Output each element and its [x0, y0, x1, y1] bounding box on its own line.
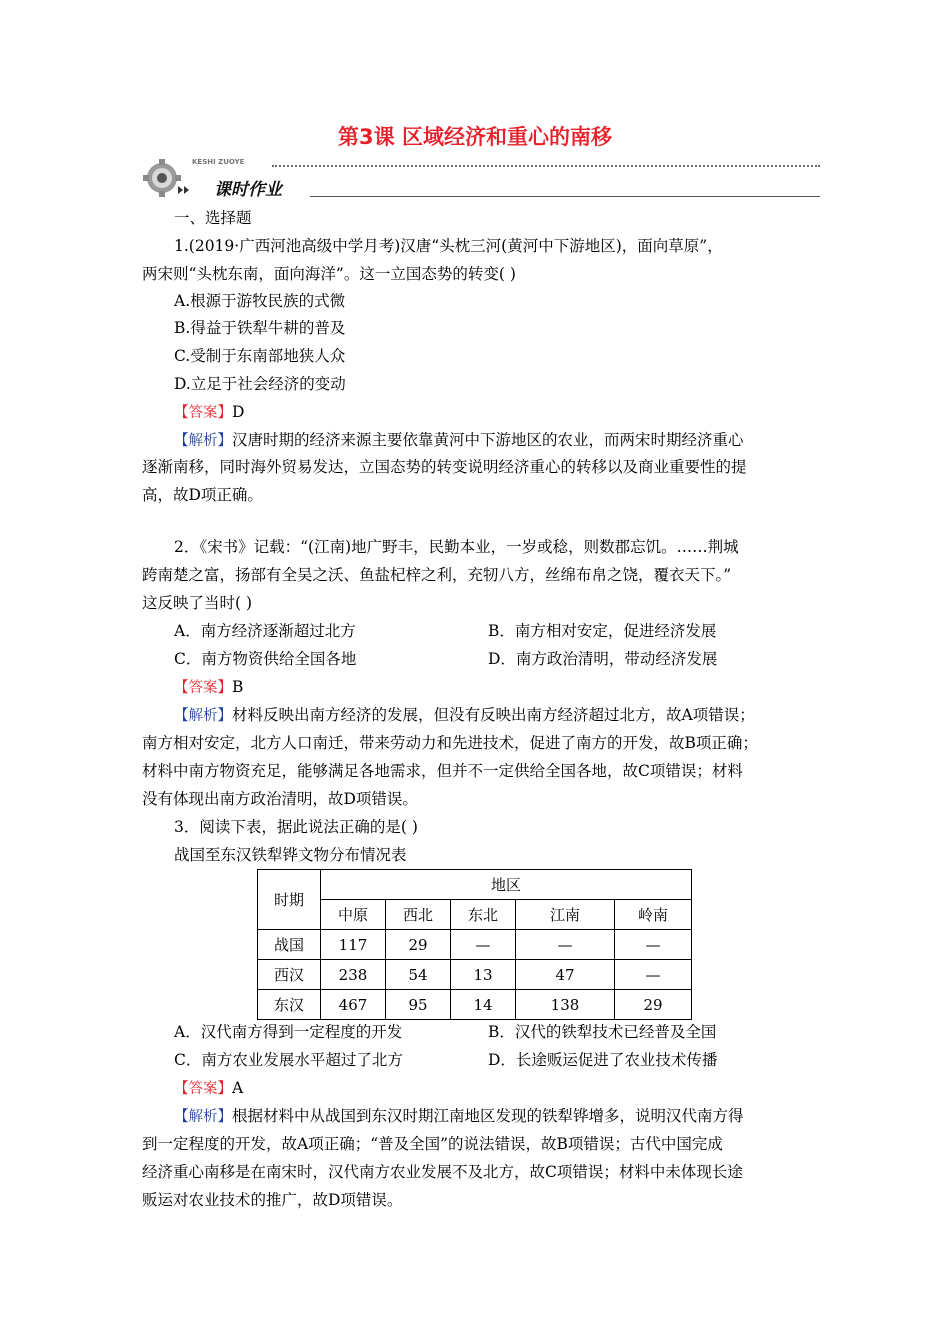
value-cell: 467	[321, 990, 386, 1020]
value-cell: 117	[321, 930, 386, 960]
q2-stem-line-2: 跨南楚之富，扬部有全吴之沃、鱼盐杞梓之利，充牣八方，丝绵布帛之饶，覆衣天下。”	[142, 566, 732, 584]
q2-analysis-line-3: 材料中南方物资充足，能够满足各地需求，但并不一定供给全国各地，故C项错误；材料	[142, 762, 743, 780]
q2-option-a: A．南方经济逐渐超过北方	[174, 622, 356, 640]
value-cell: —	[615, 960, 692, 990]
q1-option-d: D.立足于社会经济的变动	[174, 375, 346, 393]
analysis-tag: 【解析】	[174, 433, 232, 449]
q1-analysis-line-1	[174, 430, 744, 451]
period-header: 时期	[258, 870, 321, 930]
region-header: 地区	[321, 870, 692, 900]
answer-tag: 【答案】	[174, 1081, 232, 1097]
value-cell: 138	[516, 990, 615, 1020]
q3-option-a: A．汉代南方得到一定程度的开发	[174, 1023, 403, 1041]
value-cell: 47	[516, 960, 615, 990]
q1-option-a: A.根源于游牧民族的式微	[174, 292, 346, 310]
value-cell: —	[451, 930, 516, 960]
gear-icon	[140, 158, 190, 200]
table-header-row	[258, 870, 692, 900]
analysis-text: 根据材料中从战国到东汉时期江南地区发现的铁犁铧增多，说明汉代南方得	[232, 1107, 744, 1125]
q3-option-d: D．长途贩运促进了农业技术传播	[488, 1051, 718, 1069]
value-cell: 95	[386, 990, 451, 1020]
value-cell: 29	[615, 990, 692, 1020]
q3-stem: 3．阅读下表，据此说法正确的是( )	[174, 818, 418, 836]
q3-option-c: C．南方农业发展水平超过了北方	[174, 1051, 403, 1069]
section-banner	[140, 152, 820, 204]
region-cell: 中原	[321, 900, 386, 930]
q3-analysis-line-1	[174, 1106, 744, 1127]
table-row	[258, 960, 692, 990]
region-cell: 岭南	[615, 900, 692, 930]
dotted-divider	[272, 165, 820, 167]
section-heading: 一、选择题	[174, 209, 252, 227]
value-cell: —	[516, 930, 615, 960]
data-table	[257, 869, 692, 1020]
q1-analysis-line-2: 逐渐南移，同时海外贸易发达，立国态势的转变说明经济重心的转移以及商业重要性的提	[142, 458, 747, 476]
answer-tag: 【答案】	[174, 680, 232, 696]
analysis-text: 汉唐时期的经济来源主要依靠黄河中下游地区的农业，而两宋时期经济重心	[232, 431, 744, 449]
q1-analysis-line-3: 高，故D项正确。	[142, 486, 263, 504]
q1-option-b: B.得益于铁犁牛耕的普及	[174, 319, 346, 337]
period-cell: 战国	[258, 930, 321, 960]
analysis-tag: 【解析】	[174, 708, 232, 724]
table-row	[258, 930, 692, 960]
answer-tag: 【答案】	[174, 405, 232, 421]
banner-underline	[310, 196, 820, 197]
q2-analysis-line-4: 没有体现出南方政治清明，故D项错误。	[142, 790, 418, 808]
value-cell: —	[615, 930, 692, 960]
region-cell: 江南	[516, 900, 615, 930]
q1-stem-line-1: 1.(2019·广西河池高级中学月考)汉唐“头枕三河(黄河中下游地区)，面向草原”，	[174, 237, 723, 255]
q2-option-d: D．南方政治清明，带动经济发展	[488, 650, 718, 668]
q3-analysis-line-4: 贩运对农业技术的推广，故D项错误。	[142, 1191, 403, 1209]
q3-analysis-line-2: 到一定程度的开发，故A项正确；“普及全国”的说法错误，故B项错误；古代中国完成	[142, 1135, 723, 1153]
value-cell: 238	[321, 960, 386, 990]
q1-answer	[174, 402, 244, 423]
answer-value: B	[232, 678, 244, 696]
page-title: 第3课 区域经济和重心的南移	[338, 125, 612, 149]
q2-option-c: C．南方物资供给全国各地	[174, 650, 357, 668]
banner-english: KESHI ZUOYE	[192, 158, 245, 166]
analysis-text: 材料反映出南方经济的发展，但没有反映出南方经济超过北方，故A项错误；	[232, 706, 755, 724]
q2-option-b: B．南方相对安定，促进经济发展	[488, 622, 717, 640]
analysis-tag: 【解析】	[174, 1109, 232, 1125]
value-cell: 54	[386, 960, 451, 990]
period-cell: 西汉	[258, 960, 321, 990]
region-cell: 西北	[386, 900, 451, 930]
q2-analysis-line-2: 南方相对安定，北方人口南迁，带来劳动力和先进技术，促进了南方的开发，故B项正确；	[142, 734, 758, 752]
table-subheader-row	[258, 900, 692, 930]
q2-stem-line-1: 2．《宋书》记载：“(江南)地广野丰，民勤本业，一岁或稔，则数郡忘饥。……荆城	[174, 538, 739, 556]
value-cell: 13	[451, 960, 516, 990]
q1-stem-line-2: 两宋则“头枕东南，面向海洋”。这一立国态势的转变( )	[142, 265, 516, 283]
q2-analysis-line-1	[174, 705, 755, 726]
q3-option-b: B．汉代的铁犁技术已经普及全国	[488, 1023, 717, 1041]
q3-analysis-line-3: 经济重心南移是在南宋时，汉代南方农业发展不及北方，故C项错误；材料中未体现长途	[142, 1163, 743, 1181]
q1-option-c: C.受制于东南部地狭人众	[174, 347, 346, 365]
q2-stem-line-3: 这反映了当时( )	[142, 594, 253, 612]
value-cell: 14	[451, 990, 516, 1020]
table-title: 战国至东汉铁犁铧文物分布情况表	[174, 846, 407, 864]
q2-answer	[174, 677, 243, 698]
table-row	[258, 990, 692, 1020]
period-cell: 东汉	[258, 990, 321, 1020]
q3-answer	[174, 1078, 243, 1099]
answer-value: A	[232, 1079, 244, 1097]
answer-value: D	[232, 403, 245, 421]
value-cell: 29	[386, 930, 451, 960]
region-cell: 东北	[451, 900, 516, 930]
banner-label: 课时作业	[214, 180, 282, 200]
